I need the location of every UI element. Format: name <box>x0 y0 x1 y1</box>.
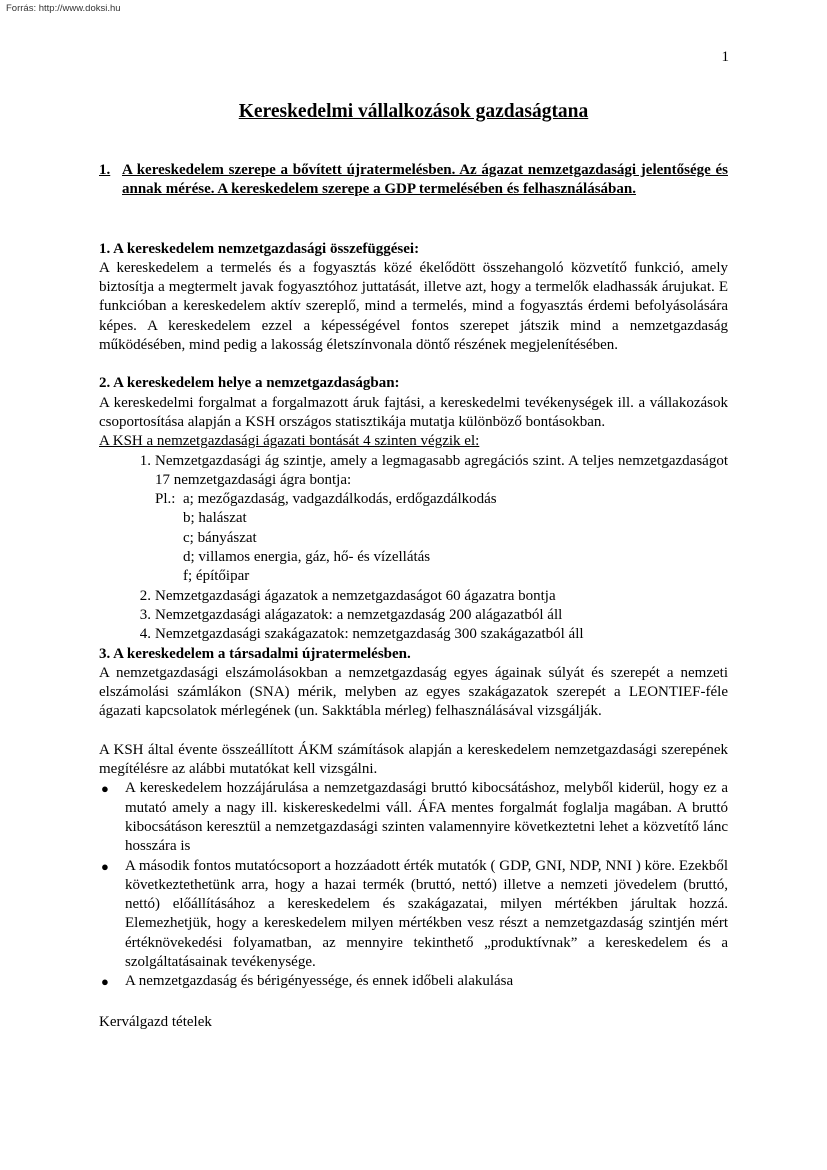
list-item: c; bányászat <box>183 529 257 546</box>
page-number: 1 <box>721 49 729 65</box>
examples-prefix: Pl.: <box>155 491 176 508</box>
level-list <box>99 452 728 491</box>
topic-number: 1. <box>99 162 111 178</box>
document-body <box>99 161 728 1032</box>
list-item: 3. Nemzetgazdasági alágazatok: a nemzetgazdaság 200 alágazatból áll <box>139 606 563 623</box>
examples-list <box>155 490 728 509</box>
list-item: a; mezőgazdaság, vadgazdálkodás, erdőgazdálkodás <box>183 491 497 508</box>
bullet-icon: ● <box>101 974 109 990</box>
section2-intro: A KSH a nemzetgazdasági ágazati bontását 4 szinten végzik el: <box>99 433 480 450</box>
list-item: 2. Nemzetgazdasági ágazatok a nemzetgazdaságot 60 ágazatra bontja <box>139 587 556 604</box>
document-title: Kereskedelmi vállalkozások gazdaságtana <box>238 101 589 122</box>
section2-heading: 2. A kereskedelem helye a nemzetgazdaságban: <box>99 375 400 392</box>
bullet-icon: ● <box>101 781 109 797</box>
footer-text: Kerválgazd tételek <box>99 1013 212 1030</box>
list-item: 1. Nemzetgazdasági ág szintje, amely a legmagasabb agregációs szint. A teljes nemzetgazdaságot 17 nemzetgazdasági ágra bontja: <box>139 452 728 488</box>
indicator-list <box>99 779 728 991</box>
section3-body: A nemzetgazdasági elszámolásokban a nemzetgazdaság egyes ágainak súlyát és szerepét a nemzeti elszámolási számlákon (SNA) mérik, melyben az egyes szakágazatok szerepét a LEONTIEF-féle ágazati kapcsolatok mérlegének (un. Sakktábla mérleg) felhasználásával vizsgálják. <box>99 664 728 720</box>
topic-heading <box>99 161 728 200</box>
section2-body: A kereskedelmi forgalmat a forgalmazott áruk fajtási, a kereskedelmi tevékenységek ill. a vállakozások csoportosítása alapján a KSH országos statisztikája mutatja különböző bontásokban. <box>99 394 728 430</box>
list-item: ● A második fontos mutatócsoport a hozzáadott érték mutatók ( GDP, GNI, NDP, NNI ) köre. Ezekből következtethetünk arra, hogy a hazai termék (bruttó, nettó) illetve a nemzeti jövedelem (bruttó, nettó) előállításához a kereskedelem és szakágazatai, milyen mértékben járultak hozzá. Elemezhetjük, hogy a kereskedelem milyen mértékben vesz részt a nemzetgazdaság szintjén mért értéknövekedési folyamatban, az mennyire tekinthető „produktívnak” a kereskedelem és a szolgáltatásainak tevékenysége. <box>99 857 728 973</box>
list-item: f; építőipar <box>183 568 250 585</box>
bullet-icon: ● <box>101 858 109 874</box>
topic-text: A kereskedelem szerepe a bővített újratermelésben. Az ágazat nemzetgazdasági jelentősége és annak mérése. A kereskedelem szerepe a GDP termelésében és felhasználásában. <box>122 162 728 198</box>
list-item: ● A nemzetgazdaság és bérigényessége, és ennek időbeli alakulása <box>99 972 728 991</box>
list-item: 4. Nemzetgazdasági szakágazatok: nemzetgazdaság 300 szakágazatból áll <box>139 626 584 643</box>
list-item: b; halászat <box>183 510 247 527</box>
list-item: ● A kereskedelem hozzájárulása a nemzetgazdasági bruttó kibocsátáshoz, melyből kiderül, hogy ez a mutató amely a nagy ill. kiskereskedelmi váll. ÁFA mentes forgalmát foglalja magában. A bruttó kibocsátáson keresztül a nemzetgazdasági szinten valamennyire következtetni lehet a közvetítő lánc hosszára is <box>99 779 728 856</box>
section1-heading: 1. A kereskedelem nemzetgazdasági összefüggései: <box>99 240 420 257</box>
section3-heading: 3. A kereskedelem a társadalmi újratermelésben. <box>99 645 411 662</box>
section1-body: A kereskedelem a termelés és a fogyasztás közé ékelődött összehangoló közvetítő funkció, amely biztosítja a megtermelt javak fogyasztóhoz juttatását, illetve azt, hogy a termelők eladhassák árujukat. E funkcióban a kereskedelem aktív szereplő, mind a termelés, mind a fogyasztás érdemi befolyásolására képes. A kereskedelem ezzel a képességével fontos szerepet játszik mind a nemzetgazdaság működésében, mind pedig a lakosság életszínvonala döntő részének megjelenítésében. <box>99 259 728 354</box>
source-url[interactable]: Forrás: http://www.doksi.hu <box>6 3 121 14</box>
section3-body2: A KSH által évente összeállított ÁKM számítások alapján a kereskedelem nemzetgazdasági szerepének megítélésre az alábbi mutatókat kell vizsgálni. <box>99 741 728 778</box>
list-item: d; villamos energia, gáz, hő- és vízellátás <box>183 549 431 566</box>
